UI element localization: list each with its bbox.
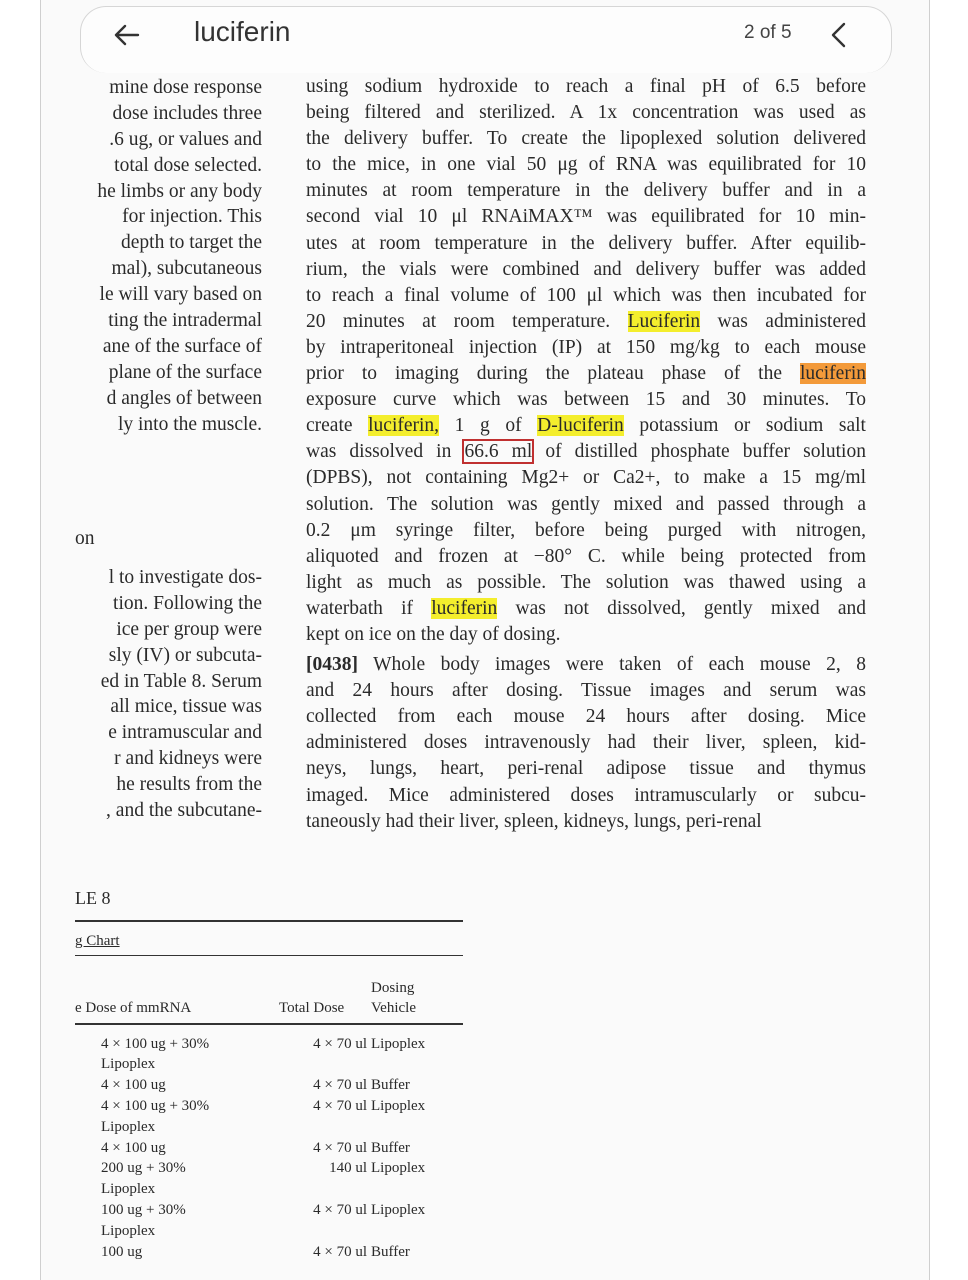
left-text-line: he results from the — [116, 774, 262, 796]
left-text-line: e intramuscular and — [108, 722, 262, 744]
text-segment: and 24 hours after dosing. Tissue images and serum was — [306, 680, 866, 702]
left-text-line: ice per group were — [116, 618, 262, 640]
text-segment: 1 g of — [439, 415, 538, 437]
left-text-line: ting the intradermal — [108, 310, 262, 332]
text-line — [306, 126, 866, 152]
text-segment: solution. The solution was gently mixed and passed through a — [306, 493, 866, 515]
table-row — [75, 1096, 465, 1117]
text-line — [306, 335, 866, 361]
table-cell-dose: 4 × 100 ug — [101, 1140, 166, 1156]
text-segment: taneously had their liver, spleen, kidneys, lungs, peri-renal — [306, 810, 762, 832]
left-text-line: r and kidneys were — [114, 748, 262, 770]
col-header-dose: e Dose of mmRNA — [75, 1000, 192, 1016]
text-line — [306, 756, 866, 782]
text-segment: create — [306, 415, 369, 437]
text-segment: 0.2 μm syringe filter, before being purged with nitrogen, — [306, 519, 866, 541]
text-segment: was dissolved in — [306, 441, 465, 463]
text-line — [306, 74, 866, 100]
text-line — [306, 178, 866, 204]
left-text-line: plane of the surface — [108, 361, 262, 383]
table-row — [75, 1179, 465, 1200]
left-text-line: total dose selected. — [114, 154, 262, 176]
text-segment: second vial 10 μl RNAiMAX™ was equilibrated for 10 min- — [306, 206, 866, 228]
text-line — [306, 361, 866, 387]
left-text-line: , and the subcutane- — [106, 800, 262, 822]
table-cell-vehicle: Buffer — [371, 1077, 410, 1093]
text-line — [306, 100, 866, 126]
left-text-line: tion. Following the — [113, 592, 262, 614]
table-row — [75, 1117, 465, 1138]
left-text-line: le will vary based on — [99, 284, 262, 306]
text-segment: Whole body images were taken of each mouse 2, 8 — [358, 654, 866, 676]
left-text-line: ly into the muscle. — [117, 413, 262, 435]
table-cell-dose: 200 ug + 30% — [101, 1160, 186, 1176]
table-cell-total: 4 × 70 ul — [313, 1202, 367, 1218]
table-cell-total: 4 × 70 ul — [313, 1244, 367, 1260]
text-segment: exposure curve which was between 15 and 30 minutes. To — [306, 389, 866, 411]
text-line — [306, 570, 866, 596]
table-cell-vehicle: Buffer — [371, 1244, 410, 1260]
table-cell-dose: Lipoplex — [101, 1181, 156, 1197]
text-line — [306, 309, 866, 335]
match-counter: 2 of 5 — [744, 22, 792, 43]
table-cell-vehicle: Lipoplex — [371, 1160, 426, 1176]
table-cell-total: 4 × 70 ul — [313, 1036, 367, 1052]
text-line — [306, 809, 866, 835]
table-cell-total: 4 × 70 ul — [313, 1098, 367, 1114]
table-subtitle: g Chart — [75, 933, 120, 949]
text-segment: to reach a final volume of 100 μl which was then incubated for — [306, 284, 866, 306]
left-text-line: mine dose response — [109, 77, 262, 98]
left-text-line: d angles of between — [106, 387, 262, 409]
left-text-line: mal), subcutaneous — [111, 258, 262, 280]
text-segment: light as much as possible. The solution was thawed using a — [306, 571, 866, 593]
table-cell-dose: Lipoplex — [101, 1119, 156, 1135]
left-text-line: for injection. This — [122, 206, 262, 228]
text-line — [306, 387, 866, 413]
table-row — [75, 1075, 465, 1096]
text-segment: the delivery buffer. To create the lipoplexed solution delivered — [306, 128, 866, 150]
text-line — [306, 283, 866, 309]
text-line — [306, 622, 866, 648]
text-segment: kept on ice on the day of dosing. — [306, 623, 561, 645]
text-segment: using sodium hydroxide to reach a final pH of 6.5 before — [306, 76, 866, 97]
text-segment: by intraperitoneal injection (IP) at 150 mg/kg to each mouse — [306, 336, 866, 358]
table-row — [75, 1138, 465, 1159]
text-segment: being filtered and sterilized. A 1x concentration was used as — [306, 102, 866, 124]
left-column-text-upper — [75, 75, 262, 437]
table-cell-dose: 4 × 100 ug + 30% — [101, 1098, 210, 1114]
left-text-line: l to investigate dos- — [108, 567, 262, 588]
table-cell-vehicle: Lipoplex — [371, 1098, 426, 1114]
table-label: LE 8 — [75, 888, 111, 908]
table-top-rule — [75, 920, 463, 922]
text-line — [306, 439, 866, 465]
table-row — [75, 1054, 465, 1075]
text-segment: collected from each mouse 24 hours after dosing. Mice — [306, 706, 866, 728]
text-segment: neys, lungs, heart, peri-renal adipose tissue and thymus — [306, 758, 866, 780]
left-text-line: .6 ug, or values and — [109, 128, 262, 150]
text-segment: rium, the vials were combined and delivery buffer was added — [306, 258, 866, 280]
text-segment: prior to imaging during the plateau phase of the — [306, 363, 800, 385]
left-text-line: ane of the surface of — [102, 335, 262, 357]
table-cell-total: 140 ul — [329, 1160, 367, 1176]
text-line — [306, 413, 866, 439]
text-segment: to the mice, in one vial 50 μg of RNA was equilibrated for 10 — [306, 154, 866, 176]
paragraph-number: [0438] — [306, 654, 358, 676]
search-highlight: luciferin — [431, 597, 498, 619]
left-column-text-lower — [75, 565, 262, 824]
col-header-vehicle-top: Dosing — [371, 980, 415, 996]
table-header-rule — [75, 955, 463, 956]
left-text-line: sly (IV) or subcuta- — [108, 644, 262, 666]
table-cell-vehicle: Lipoplex — [371, 1202, 426, 1218]
table-cell-total: 4 × 70 ul — [313, 1077, 367, 1093]
text-segment: (DPBS), not containing Mg2+ or Ca2+, to make a 15 mg/ml — [306, 467, 866, 489]
col-header-vehicle: Vehicle — [371, 1000, 416, 1016]
text-line — [306, 257, 866, 283]
document-body — [306, 74, 866, 835]
text-segment: potassium or sodium salt — [623, 415, 866, 437]
chevron-left-icon[interactable] — [826, 20, 852, 50]
table-cell-dose: 100 ug + 30% — [101, 1202, 186, 1218]
text-line — [306, 544, 866, 570]
table-cell-dose: 100 ug — [101, 1244, 143, 1260]
text-segment: administered doses intravenously had their liver, spleen, kid- — [306, 732, 866, 754]
text-line — [306, 678, 866, 704]
current-search-highlight: luciferin — [799, 363, 866, 385]
table-cell-total: 4 × 70 ul — [313, 1140, 367, 1156]
text-segment: was administered — [700, 310, 866, 332]
left-text-line: he limbs or any body — [97, 180, 262, 202]
col-header-total: Total Dose — [279, 1000, 345, 1016]
left-section-heading: on — [75, 528, 95, 549]
text-segment: imaged. Mice administered doses intramuscularly or subcu- — [306, 784, 866, 806]
table-cell-dose: Lipoplex — [101, 1223, 156, 1239]
text-line — [306, 783, 866, 809]
table-cell-dose: 4 × 100 ug + 30% — [101, 1036, 210, 1052]
table-row — [75, 1158, 465, 1179]
back-arrow-icon[interactable] — [112, 20, 142, 50]
search-highlight: D-luciferin — [537, 415, 624, 437]
text-line — [306, 204, 866, 230]
text-segment: aliquoted and frozen at −80° C. while being protected from — [306, 545, 866, 567]
boxed-value: 66.6 ml — [464, 441, 533, 463]
table-cell-vehicle: Lipoplex — [371, 1036, 426, 1052]
text-line — [306, 231, 866, 257]
text-line — [306, 465, 866, 491]
table-cell-vehicle: Buffer — [371, 1140, 410, 1156]
text-segment: was not dissolved, gently mixed and — [497, 597, 866, 619]
left-text-line: ed in Table 8. Serum — [100, 670, 262, 692]
text-line — [306, 596, 866, 622]
table-row — [75, 1221, 465, 1242]
text-line — [306, 704, 866, 730]
table-rule — [75, 1023, 463, 1025]
text-line — [306, 518, 866, 544]
table-cell-dose: Lipoplex — [101, 1056, 156, 1072]
text-line — [306, 652, 866, 678]
table-row — [75, 1242, 465, 1263]
text-segment: waterbath if — [306, 597, 432, 619]
text-segment: utes at room temperature in the delivery buffer. After equilib- — [306, 232, 866, 254]
text-line — [306, 152, 866, 178]
table-cell-dose: 4 × 100 ug — [101, 1077, 166, 1093]
search-term: luciferin — [194, 16, 291, 47]
table-row — [75, 1034, 465, 1055]
text-segment: 20 minutes at room temperature. — [306, 310, 628, 332]
search-highlight: Luciferin — [627, 310, 701, 332]
text-line — [306, 730, 866, 756]
table-row — [75, 1200, 465, 1221]
text-segment: minutes at room temperature in the delivery buffer and in a — [306, 180, 866, 202]
left-text-line: dose includes three — [112, 102, 262, 124]
text-segment: of distilled phosphate buffer solution — [532, 441, 866, 463]
search-highlight: luciferin, — [368, 415, 440, 437]
left-text-line: depth to target the — [121, 232, 262, 254]
left-text-line: all mice, tissue was — [110, 696, 262, 718]
text-line — [306, 492, 866, 518]
